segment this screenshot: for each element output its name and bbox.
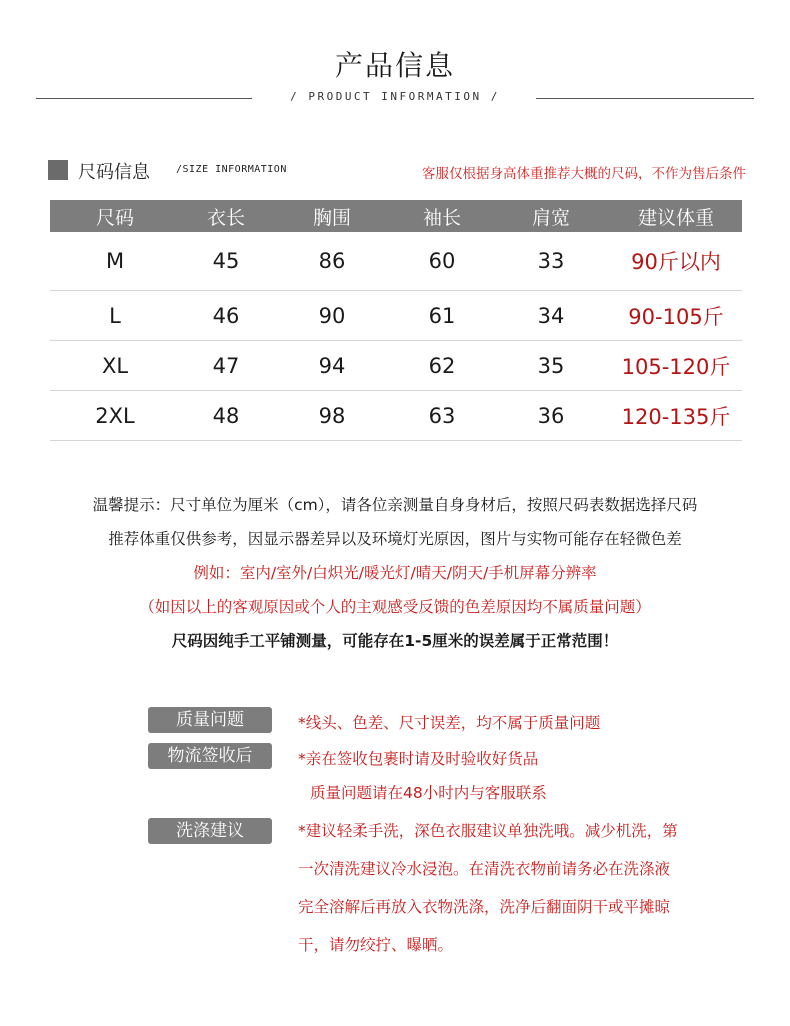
table-cell: 98 bbox=[272, 391, 392, 441]
table-cell: 34 bbox=[492, 291, 610, 341]
table-cell: 33 bbox=[492, 232, 610, 291]
table-cell: 47 bbox=[180, 341, 272, 391]
table-header-row bbox=[50, 200, 742, 232]
subtitle-row bbox=[36, 88, 754, 110]
table-cell-weight: 105-120斤 bbox=[610, 341, 742, 391]
tip-line: （如因以上的客观原因或个人的主观感受反馈的色差原因均不属质量问题） bbox=[139, 598, 651, 616]
table-cell: 63 bbox=[392, 391, 492, 441]
table-cell: 36 bbox=[492, 391, 610, 441]
size-section-header bbox=[48, 158, 748, 182]
size-section-sublabel: /SIZE INFORMATION bbox=[176, 164, 287, 175]
table-row bbox=[50, 291, 742, 341]
table-cell: 86 bbox=[272, 232, 392, 291]
washing-text: *建议轻柔手洗，深色衣服建议单独洗哦。减少机洗，第一次清洗建议冷水浸泡。在清洗衣物前请务必在洗涤液完全溶解后再放入衣物洗涤，洗净后翻面阴干或平摊晾干，请勿绞拧、曝晒。 bbox=[298, 822, 678, 954]
size-section-label: 尺码信息 bbox=[78, 162, 150, 183]
table-cell: L bbox=[50, 291, 180, 341]
quality-text: *线头、色差、尺寸误差，均不属于质量问题 bbox=[298, 714, 601, 732]
table-cell: 45 bbox=[180, 232, 272, 291]
table-cell: 35 bbox=[492, 341, 610, 391]
square-icon bbox=[48, 160, 68, 180]
table-cell: 62 bbox=[392, 341, 492, 391]
page-title: 产品信息 bbox=[334, 49, 455, 82]
table-cell: M bbox=[50, 232, 180, 291]
table-header: 建议体重 bbox=[610, 200, 742, 232]
table-header: 袖长 bbox=[392, 200, 492, 232]
table-cell-weight: 90-105斤 bbox=[610, 291, 742, 341]
logistics-badge: 物流签收后 bbox=[148, 743, 272, 769]
tip-line: 尺码因纯手工平铺测量，可能存在1-5厘米的误差属于正常范围！ bbox=[171, 632, 619, 650]
divider-right bbox=[536, 98, 754, 99]
tip-line: 温馨提示：尺寸单位为厘米（cm），请各位亲测量自身身材后，按照尺码表数据选择尺码 bbox=[92, 496, 698, 514]
table-cell: 2XL bbox=[50, 391, 180, 441]
logistics-text: *亲在签收包裹时请及时验收好货品 bbox=[298, 750, 539, 768]
page-subtitle: / PRODUCT INFORMATION / bbox=[290, 90, 500, 103]
table-row bbox=[50, 232, 742, 291]
tip-line: 推荐体重仅供参考，因显示器差异以及环境灯光原因，图片与实物可能存在轻微色差 bbox=[108, 530, 682, 548]
table-row bbox=[50, 391, 742, 441]
table-header: 肩宽 bbox=[492, 200, 610, 232]
quality-badge: 质量问题 bbox=[148, 707, 272, 733]
logistics-text: 质量问题请在48小时内与客服联系 bbox=[310, 784, 547, 802]
table-header: 衣长 bbox=[180, 200, 272, 232]
table-cell: 48 bbox=[180, 391, 272, 441]
table-cell: 60 bbox=[392, 232, 492, 291]
table-header: 尺码 bbox=[50, 200, 180, 232]
table-cell-weight: 90斤以内 bbox=[610, 232, 742, 291]
table-cell: 94 bbox=[272, 341, 392, 391]
table-cell-weight: 120-135斤 bbox=[610, 391, 742, 441]
tip-line: 例如：室内/室外/白炽光/暖光灯/晴天/阴天/手机屏幕分辨率 bbox=[193, 564, 597, 582]
table-row bbox=[50, 341, 742, 391]
size-table bbox=[50, 200, 742, 441]
table-cell: 46 bbox=[180, 291, 272, 341]
table-cell: 90 bbox=[272, 291, 392, 341]
size-section-note: 客服仅根据身高体重推荐大概的尺码，不作为售后条件 bbox=[422, 166, 746, 182]
table-cell: 61 bbox=[392, 291, 492, 341]
table-cell: XL bbox=[50, 341, 180, 391]
washing-badge: 洗涤建议 bbox=[148, 818, 272, 844]
tips-block bbox=[0, 488, 790, 658]
table-header: 胸围 bbox=[272, 200, 392, 232]
